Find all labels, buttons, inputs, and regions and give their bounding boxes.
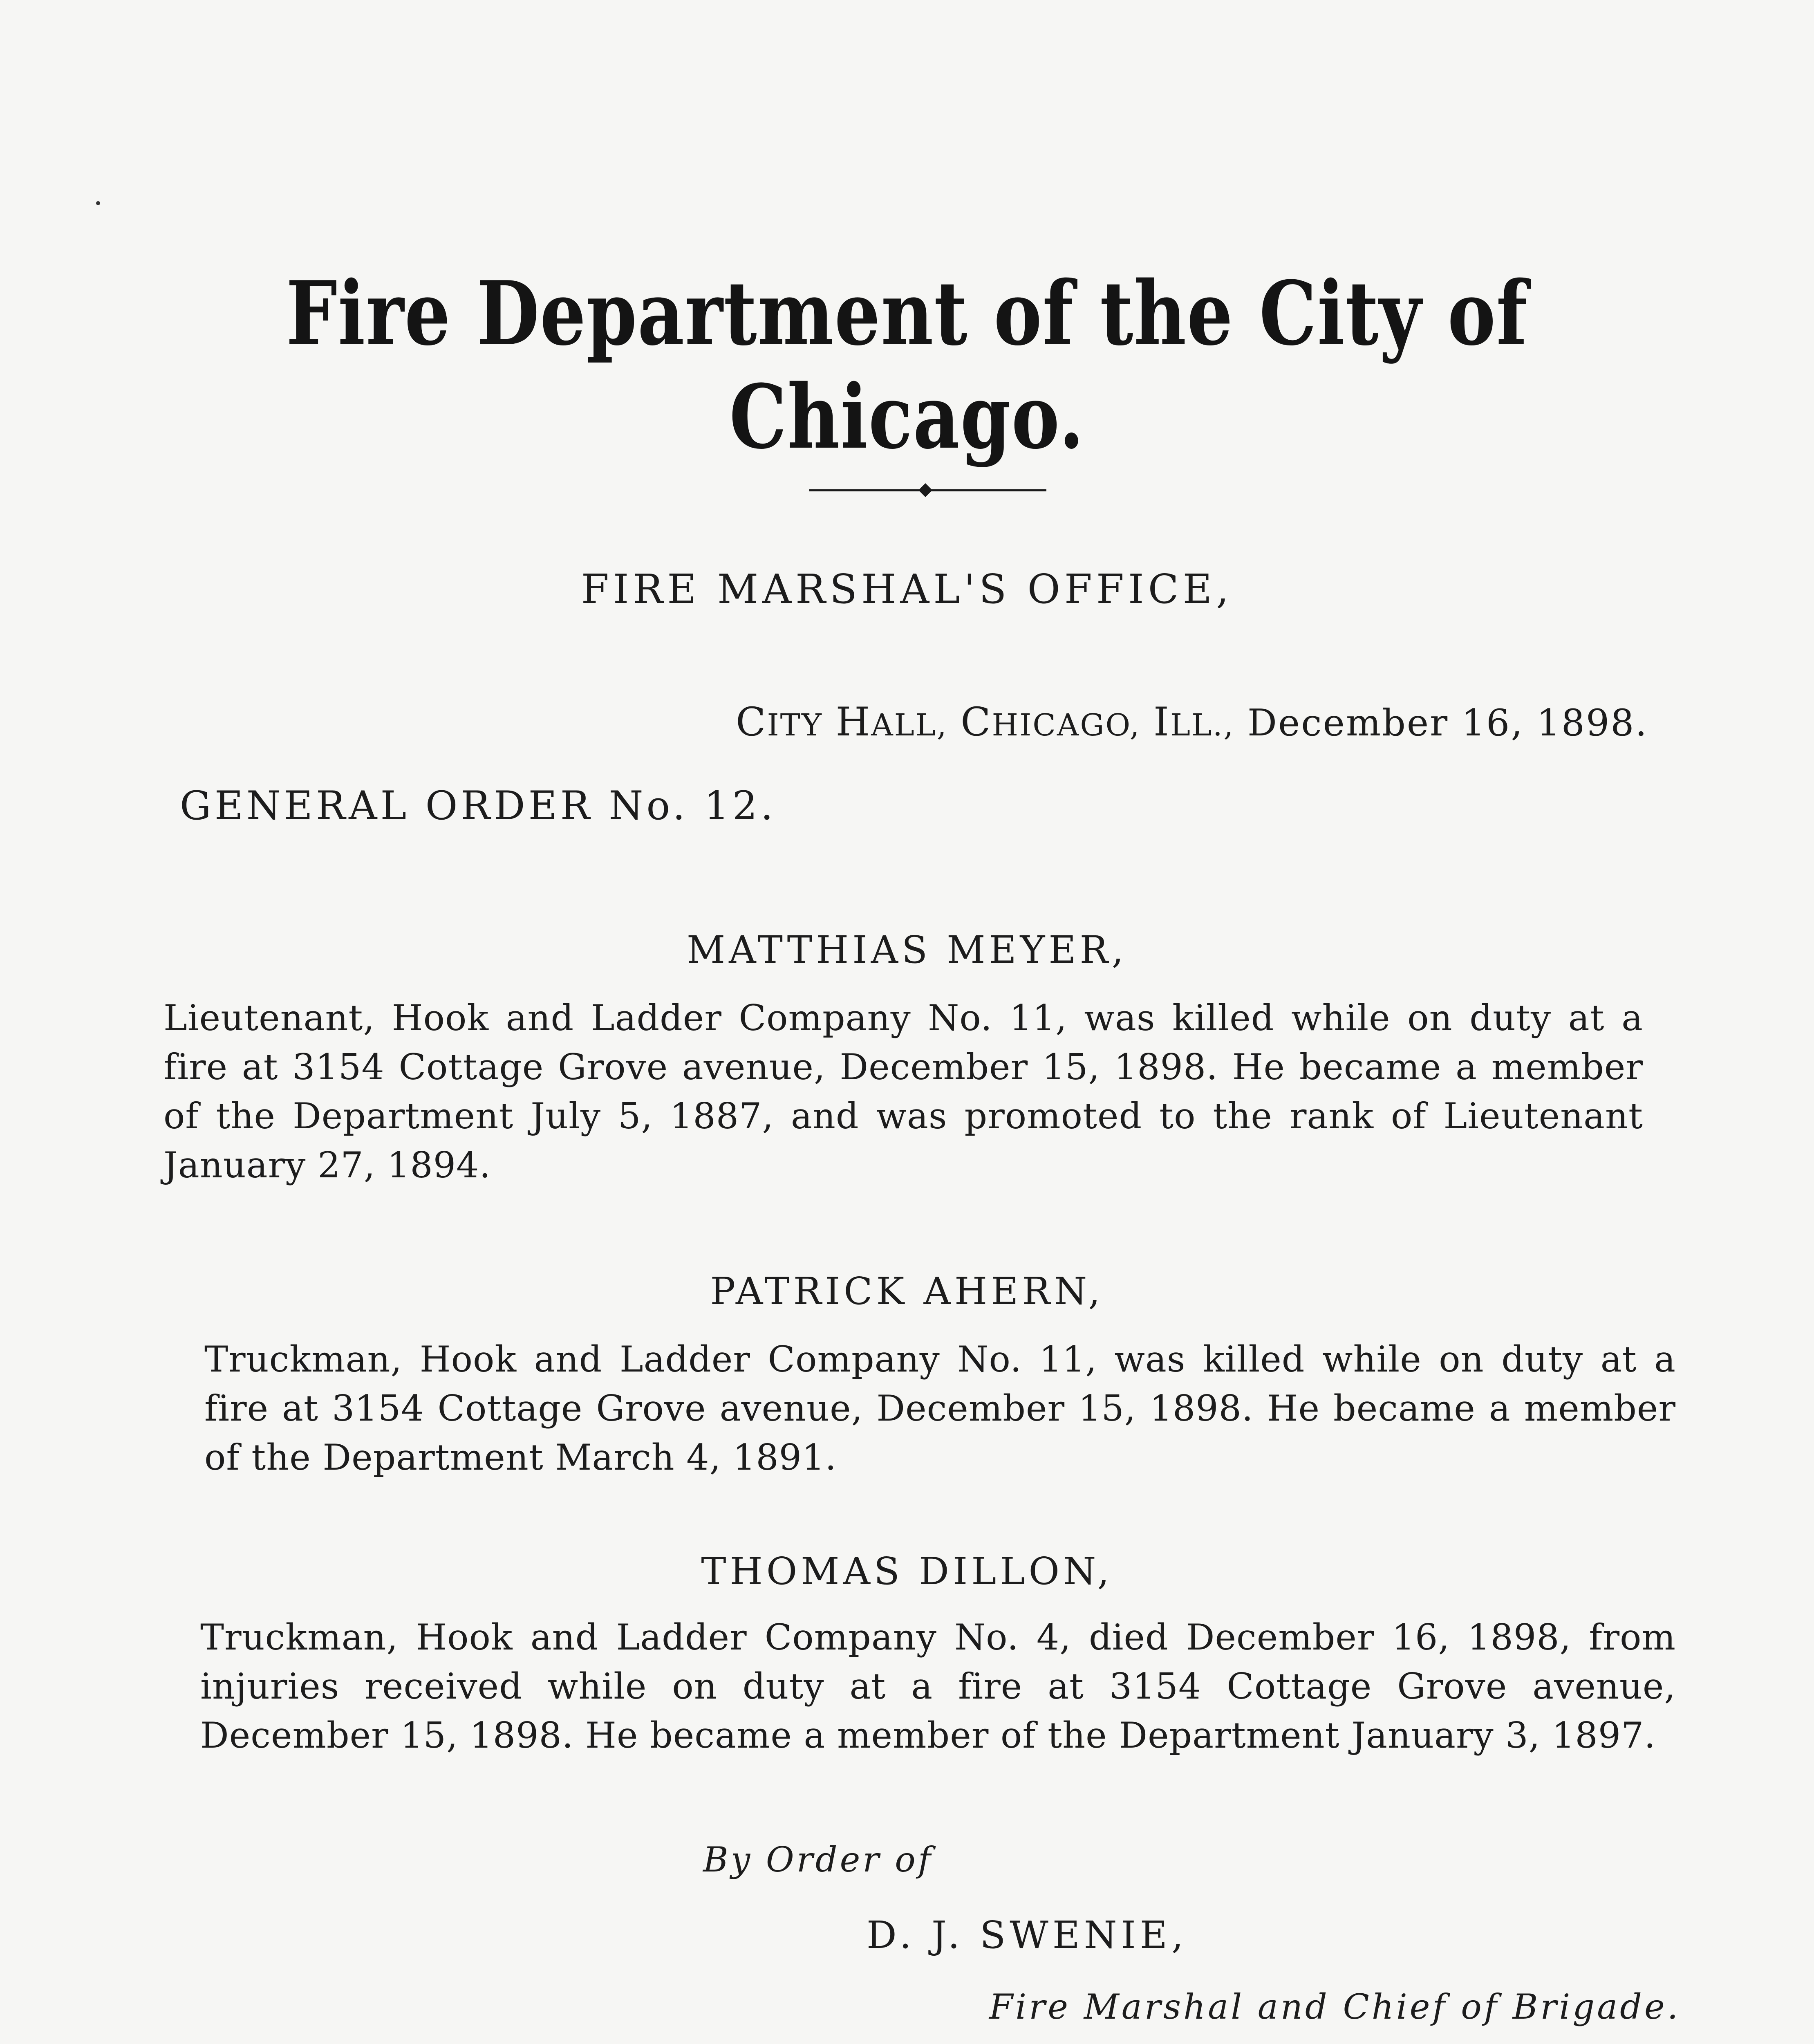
chicago-rest: HICAGO,: [992, 708, 1141, 743]
order-label: GENERAL ORDER: [180, 783, 593, 829]
entry-name-3: THOMAS DILLON,: [701, 1549, 1113, 1593]
entry-name-1: MATTHIAS MEYER,: [686, 928, 1128, 972]
signatory-name: D. J. SWENIE,: [867, 1913, 1188, 1957]
entry-text-3: Truckman, Hook and Ladder Company No. 4, died December 16, 1898, from injuries received while on duty at a fire at 3154 Cottage Grove avenue, December 15, 1898. He became a member of the Department January 3, 1897.: [200, 1616, 1676, 1756]
city-initial: C: [736, 699, 767, 745]
dateline-date: December 16, 1898.: [1247, 702, 1648, 744]
ill-initial: I: [1153, 699, 1170, 745]
hall-rest: ALL,: [871, 708, 948, 743]
location-dateline: [736, 699, 1648, 745]
order-number: No. 12.: [609, 783, 777, 829]
hall-initial: H: [835, 699, 871, 745]
by-order-line: By Order of: [703, 1840, 933, 1880]
ornamental-rule: [809, 484, 1046, 496]
ill-rest: LL.,: [1170, 708, 1235, 743]
chicago-initial: C: [961, 699, 992, 745]
office-heading: FIRE MARSHAL'S OFFICE,: [581, 566, 1233, 613]
masthead-title: Fire Department of the City of Chicago.: [286, 262, 1528, 468]
general-order: [180, 783, 776, 829]
entry-name-2: PATRICK AHERN,: [710, 1269, 1104, 1313]
entry-text-1: Lieutenant, Hook and Ladder Company No. 11, was killed while on duty at a fire at 3154 Cottage Grove avenue, December 15, 1898. He became a member of the Department July 5, 1887, and was promoted to the rank of Lieutenant January 27, 1894.: [163, 997, 1643, 1186]
paper-speck: [96, 201, 100, 205]
rule-ornament-icon: [918, 483, 932, 497]
city-rest: ITY: [767, 708, 823, 743]
entry-text-2: Truckman, Hook and Ladder Company No. 11, was killed while on duty at a fire at 3154 Cottage Grove avenue, December 15, 1898. He became a member of the Department March 4, 1891.: [204, 1338, 1676, 1478]
signatory-title: Fire Marshal and Chief of Brigade.: [989, 1987, 1681, 2027]
